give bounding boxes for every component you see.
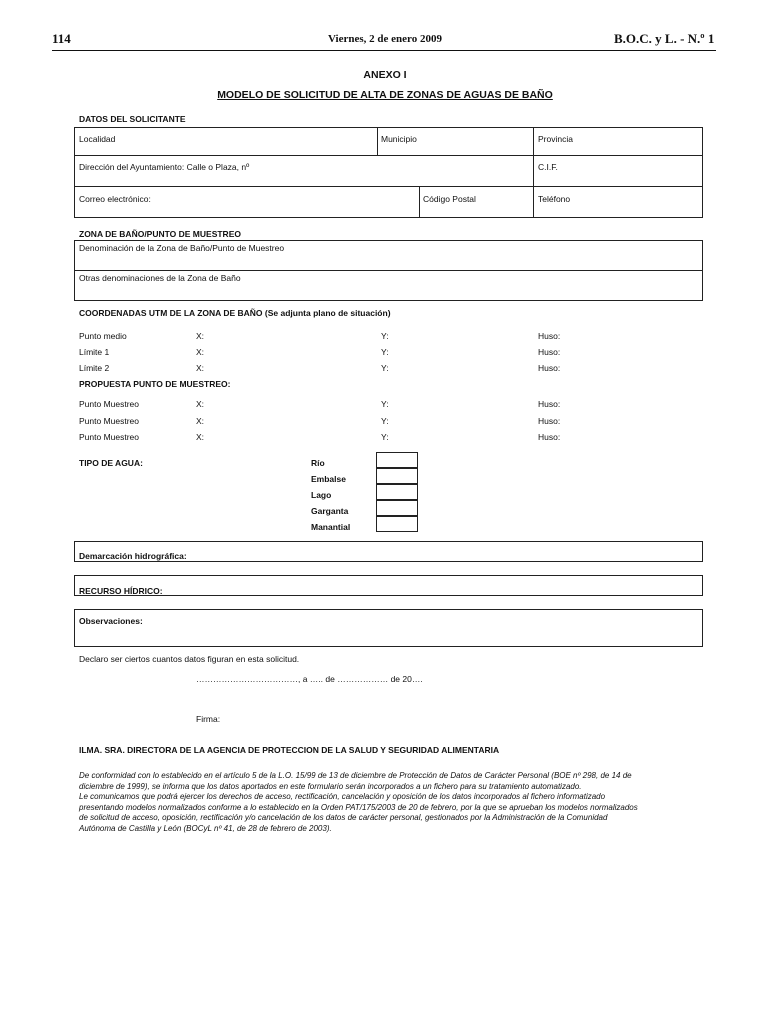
observaciones-box[interactable] xyxy=(74,609,703,647)
field-direccion[interactable]: Dirección del Ayuntamiento: Calle o Plaza, nº xyxy=(79,162,250,172)
section-propuesta: PROPUESTA PUNTO DE MUESTREO: xyxy=(79,379,231,389)
field-localidad[interactable]: Localidad xyxy=(79,134,116,144)
field-codigo-postal[interactable]: Código Postal xyxy=(423,194,476,204)
coord-huso-field[interactable]: Huso: xyxy=(538,331,561,341)
muestreo-huso-field[interactable]: Huso: xyxy=(538,416,561,426)
option-lago-checkbox[interactable] xyxy=(376,484,418,500)
option-embalse-label: Embalse xyxy=(311,474,346,484)
option-manantial-label: Manantial xyxy=(311,522,351,532)
coord-huso-field[interactable]: Huso: xyxy=(538,363,561,373)
muestreo-label: Punto Muestreo xyxy=(79,399,140,409)
muestreo-y-field[interactable]: Y: xyxy=(381,416,389,426)
field-recurso: RECURSO HÍDRICO: xyxy=(79,586,163,596)
legal-line: De conformidad con lo establecido en el artículo 5 de la L.O. 15/99 de 13 de diciembre de Protección de Datos de Carácter Personal (BOE nº 298, de 14 de xyxy=(79,771,632,780)
coord-y-field[interactable]: Y: xyxy=(381,363,389,373)
legal-line: presentando modelos normalizados conforme a lo establecido en la Orden PAT/175/2003 de 20 de febrero, por la que se aprueban los modelos normalizados xyxy=(79,802,638,812)
legal-notice xyxy=(79,771,709,834)
col-divider xyxy=(377,127,378,155)
muestreo-x-field[interactable]: X: xyxy=(196,432,205,442)
coord-x-field[interactable]: X: xyxy=(196,363,205,373)
coord-label: Punto medio xyxy=(79,331,127,341)
muestreo-x-field[interactable]: X: xyxy=(196,416,205,426)
option-rio-label: Río xyxy=(311,458,325,468)
row-divider xyxy=(74,186,703,187)
legal-line: diciembre de 1999), se informa que los datos aportados en este formulario serán incorporados a un fichero para su tratamiento automatizado. xyxy=(79,781,582,791)
header-rule xyxy=(52,50,716,51)
coord-y-field[interactable]: Y: xyxy=(381,347,389,357)
coord-x-field[interactable]: X: xyxy=(196,331,205,341)
signature-label: Firma: xyxy=(196,714,221,724)
option-lago-label: Lago xyxy=(311,490,332,500)
declaration-text: Declaro ser ciertos cuantos datos figuran en esta solicitud. xyxy=(79,654,300,664)
field-telefono[interactable]: Teléfono xyxy=(538,194,571,204)
form-title: MODELO DE SOLICITUD DE ALTA DE ZONAS DE AGUAS DE BAÑO xyxy=(217,89,553,101)
field-provincia[interactable]: Provincia xyxy=(538,134,573,144)
muestreo-x-field[interactable]: X: xyxy=(196,399,205,409)
field-denominacion[interactable]: Denominación de la Zona de Baño/Punto de Muestreo xyxy=(79,243,285,253)
muestreo-y-field[interactable]: Y: xyxy=(381,432,389,442)
bulletin-number: B.O.C. y L. - N.º 1 xyxy=(614,31,715,46)
issue-date: Viernes, 2 de enero 2009 xyxy=(328,33,442,45)
section-zona: ZONA DE BAÑO/PUNTO DE MUESTREO xyxy=(79,229,241,239)
option-embalse-checkbox[interactable] xyxy=(376,468,418,484)
field-cif[interactable]: C.I.F. xyxy=(538,162,558,172)
legal-line: Le comunicamos que podrá ejercer los derechos de acceso, rectificación, cancelación y oposición de los datos incorporados al fichero informatizado xyxy=(79,792,606,801)
muestreo-label: Punto Muestreo xyxy=(79,432,140,442)
row-divider xyxy=(74,270,703,271)
field-municipio[interactable]: Municipio xyxy=(381,134,417,144)
field-observaciones: Observaciones: xyxy=(79,616,143,626)
section-solicitante: DATOS DEL SOLICITANTE xyxy=(79,114,186,124)
legal-line: Autónoma de Castilla y León (BOCyL nº 41, de 28 de febrero de 2003). xyxy=(79,823,332,833)
tipo-agua-label: TIPO DE AGUA: xyxy=(79,458,143,468)
field-correo[interactable]: Correo electrónico: xyxy=(79,194,151,204)
muestreo-huso-field[interactable]: Huso: xyxy=(538,399,561,409)
row-divider xyxy=(74,155,703,156)
option-rio-checkbox[interactable] xyxy=(376,452,418,468)
section-coordenadas: COORDENADAS UTM DE LA ZONA DE BAÑO (Se adjunta plano de situación) xyxy=(79,308,391,318)
muestreo-label: Punto Muestreo xyxy=(79,416,140,426)
field-demarcacion: Demarcación hidrográfica: xyxy=(79,551,187,561)
recurso-box[interactable] xyxy=(74,575,703,596)
legal-line: de solicitud de acceso, oposición, rectificación y/o cancelación de los datos de carácter personal, gestionados por la Administración de la Comunidad xyxy=(79,813,608,822)
coord-x-field[interactable]: X: xyxy=(196,347,205,357)
col-divider xyxy=(419,186,420,218)
coord-huso-field[interactable]: Huso: xyxy=(538,347,561,357)
option-garganta-label: Garganta xyxy=(311,506,349,516)
page-number: 114 xyxy=(52,31,71,46)
col-divider xyxy=(533,127,534,218)
annex-title: ANEXO I xyxy=(363,69,407,81)
option-garganta-checkbox[interactable] xyxy=(376,500,418,516)
muestreo-y-field[interactable]: Y: xyxy=(381,399,389,409)
coord-label: Límite 2 xyxy=(79,363,110,373)
recipient: ILMA. SRA. DIRECTORA DE LA AGENCIA DE PROTECCION DE LA SALUD Y SEGURIDAD ALIMENTARIA xyxy=(79,745,500,755)
option-manantial-checkbox[interactable] xyxy=(376,516,418,532)
coord-y-field[interactable]: Y: xyxy=(381,331,389,341)
field-otras-denominaciones[interactable]: Otras denominaciones de la Zona de Baño xyxy=(79,273,241,283)
place-date-line[interactable]: ………………………………, a ….. de ……………… de 20…. xyxy=(196,674,423,684)
muestreo-huso-field[interactable]: Huso: xyxy=(538,432,561,442)
coord-label: Límite 1 xyxy=(79,347,110,357)
